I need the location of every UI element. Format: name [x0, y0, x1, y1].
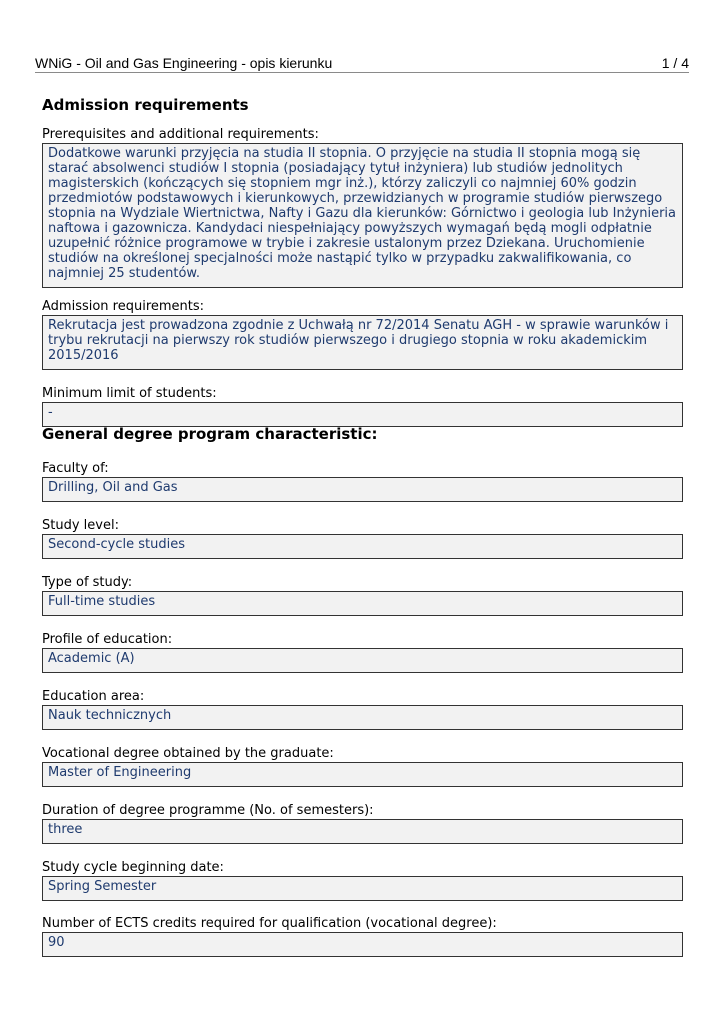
education-area-value: Nauk technicznych	[42, 705, 683, 730]
prerequisites-value: Dodatkowe warunki przyjęcia na studia II stopnia. O przyjęcie na studia II stopnia mogą się starać absolwenci studiów I stopnia (posiadający tytuł inżyniera) lub studiów jednolitych magisterskich (kończących się stopniem mgr inż.), którzy zaliczyli co najmniej 60% godzin przedmiotów podstawowych i kierunkowych, przewidzianych w programie studiów pierwszego stopnia na Wydziale Wiertnictwa, Nafty i Gazu dla kierunków: Górnictwo i geologia lub Inżynieria naftowa i gazownicza. Kandydaci niespełniający powyższych wymagań będą mogli odpłatnie uzupełnić różnice programowe w trybie i zakresie ustalonym przez Dziekana. Uruchomienie studiów na określonej specjalności może nastąpić tylko w przypadku zakwalifikowania, co najmniej 25 studentów.	[42, 143, 683, 288]
min-students-value: -	[42, 402, 683, 427]
profile-label: Profile of education:	[42, 632, 173, 647]
min-students-label: Minimum limit of students:	[42, 386, 217, 401]
faculty-value: Drilling, Oil and Gas	[42, 477, 683, 502]
duration-value: three	[42, 819, 683, 844]
study-type-label: Type of study:	[42, 575, 133, 590]
prerequisites-label: Prerequisites and additional requirements:	[42, 127, 319, 142]
education-area-label: Education area:	[42, 689, 145, 704]
admission-requirements-value: Rekrutacja jest prowadzona zgodnie z Uchwałą nr 72/2014 Senatu AGH - w sprawie warunków i trybu rekrutacji na pierwszy rok studiów pierwszego i drugiego stopnia w roku akademickim 2015/2016	[42, 315, 683, 370]
start-date-label: Study cycle beginning date:	[42, 860, 224, 875]
page-header	[35, 55, 689, 73]
duration-label: Duration of degree programme (No. of semesters):	[42, 803, 374, 818]
profile-value: Academic (A)	[42, 648, 683, 673]
vocational-degree-label: Vocational degree obtained by the graduate:	[42, 746, 334, 761]
faculty-label: Faculty of:	[42, 461, 109, 476]
study-level-value: Second-cycle studies	[42, 534, 683, 559]
ects-value: 90	[42, 932, 683, 957]
study-level-label: Study level:	[42, 518, 119, 533]
ects-label: Number of ECTS credits required for qualification (vocational degree):	[42, 916, 497, 931]
start-date-value: Spring Semester	[42, 876, 683, 901]
document-title: WNiG - Oil and Gas Engineering - opis kierunku	[35, 55, 333, 71]
vocational-degree-value: Master of Engineering	[42, 762, 683, 787]
admission-requirements-label: Admission requirements:	[42, 299, 205, 314]
study-type-value: Full-time studies	[42, 591, 683, 616]
general-section-title: General degree program characteristic:	[42, 425, 378, 443]
admission-section-title: Admission requirements	[42, 96, 249, 114]
page-number: 1 / 4	[661, 55, 689, 71]
